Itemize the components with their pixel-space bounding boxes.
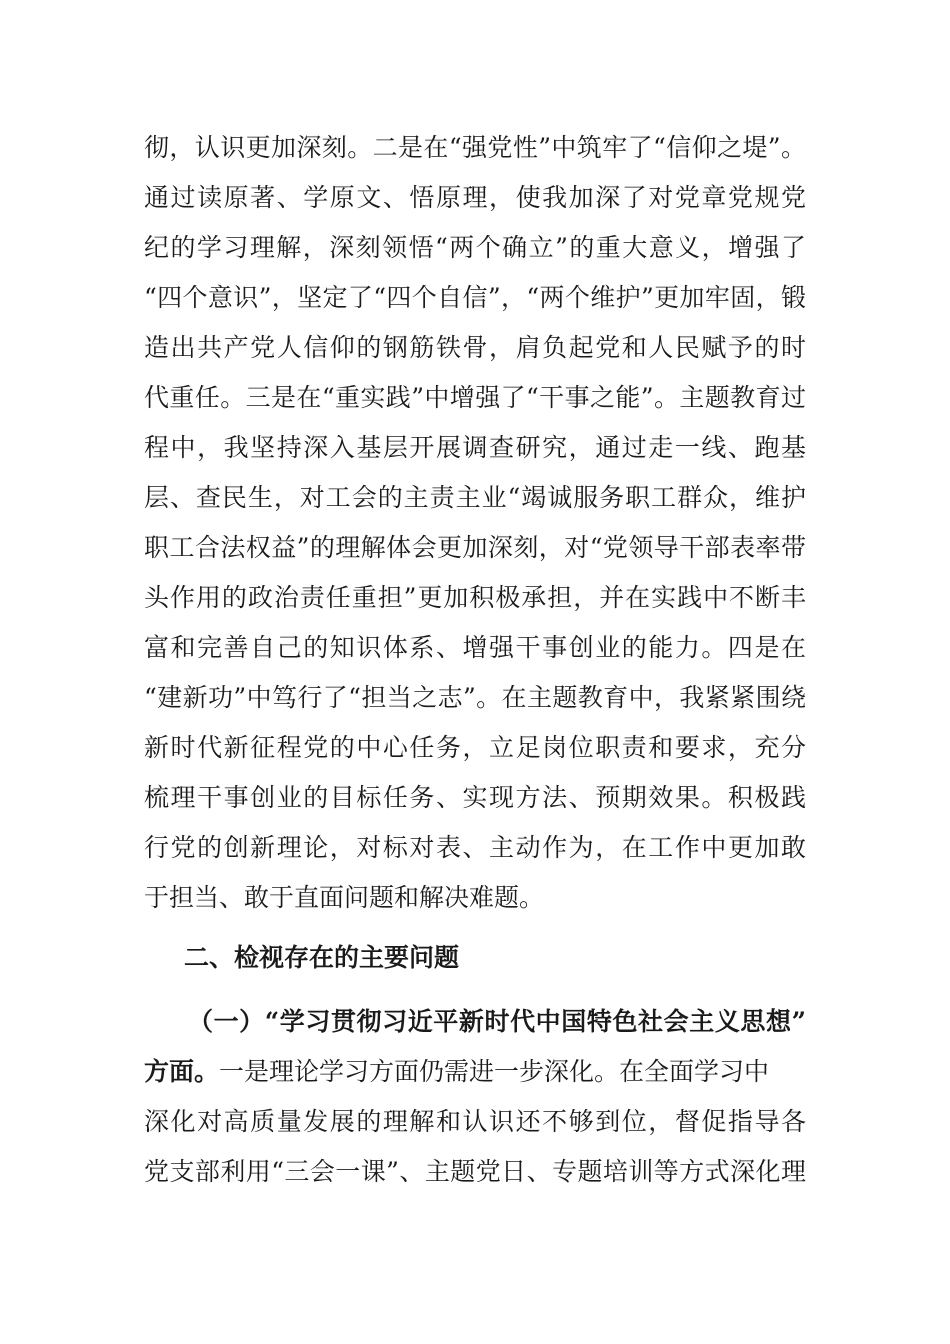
paragraph-line: 富和完善自己的知识体系、增强干事创业的能力。四是在 — [144, 633, 806, 662]
paragraph-line: 深化对高质量发展的理解和认识还不够到位，督促指导各 — [144, 1107, 806, 1136]
paragraph-line: 彻，认识更加深刻。二是在“强党性”中筑牢了“信仰之堤”。 — [144, 133, 806, 162]
paragraph-line: 党支部利用“三会一课”、主题党日、专题培训等方式深化理 — [144, 1157, 806, 1186]
paragraph-line: “建新功”中笃行了“担当之志”。在主题教育中，我紧紧围绕 — [144, 683, 806, 712]
subsection-text: 一是理论学习方面仍需进一步深化。在全面学习中 — [219, 1057, 770, 1086]
paragraph-line: 纪的学习理解，深刻领悟“两个确立”的重大意义，增强了 — [144, 233, 806, 262]
paragraph-line: 层、查民生，对工会的主责主业“竭诚服务职工群众，维护 — [144, 483, 806, 512]
paragraph-line: 行党的创新理论，对标对表、主动作为，在工作中更加敢 — [144, 833, 806, 862]
subsection-title-end: 方面。 — [144, 1057, 220, 1086]
paragraph-line: 新时代新征程党的中心任务，立足岗位职责和要求，充分 — [144, 733, 806, 762]
paragraph-line: 头作用的政治责任重担”更加积极承担，并在实践中不断丰 — [144, 583, 806, 612]
paragraph-line: 梳理干事创业的目标任务、实现方法、预期效果。积极践 — [144, 783, 806, 812]
section-heading: 二、检视存在的主要问题 — [184, 943, 460, 972]
paragraph-line: 程中，我坚持深入基层开展调查研究，通过走一线、跑基 — [144, 433, 806, 462]
subsection-line-2 — [144, 1052, 806, 1092]
paragraph-line-last: 于担当、敢于直面问题和解决难题。 — [144, 883, 545, 912]
paragraph-line: 代重任。三是在“重实践”中增强了“干事之能”。主题教育过 — [144, 383, 806, 412]
paragraph-line: “四个意识”，坚定了“四个自信”，“两个维护”更加牢固，锻 — [144, 283, 806, 312]
paragraph-line: 通过读原著、学原文、悟原理，使我加深了对党章党规党 — [144, 183, 806, 212]
paragraph-line: 职工合法权益”的理解体会更加深刻，对“党领导干部表率带 — [144, 533, 806, 562]
paragraph-line: 造出共产党人信仰的钢筋铁骨，肩负起党和人民赋予的时 — [144, 333, 806, 362]
subsection-title-line: （一）“学习贯彻习近平新时代中国特色社会主义思想” — [188, 1007, 806, 1036]
